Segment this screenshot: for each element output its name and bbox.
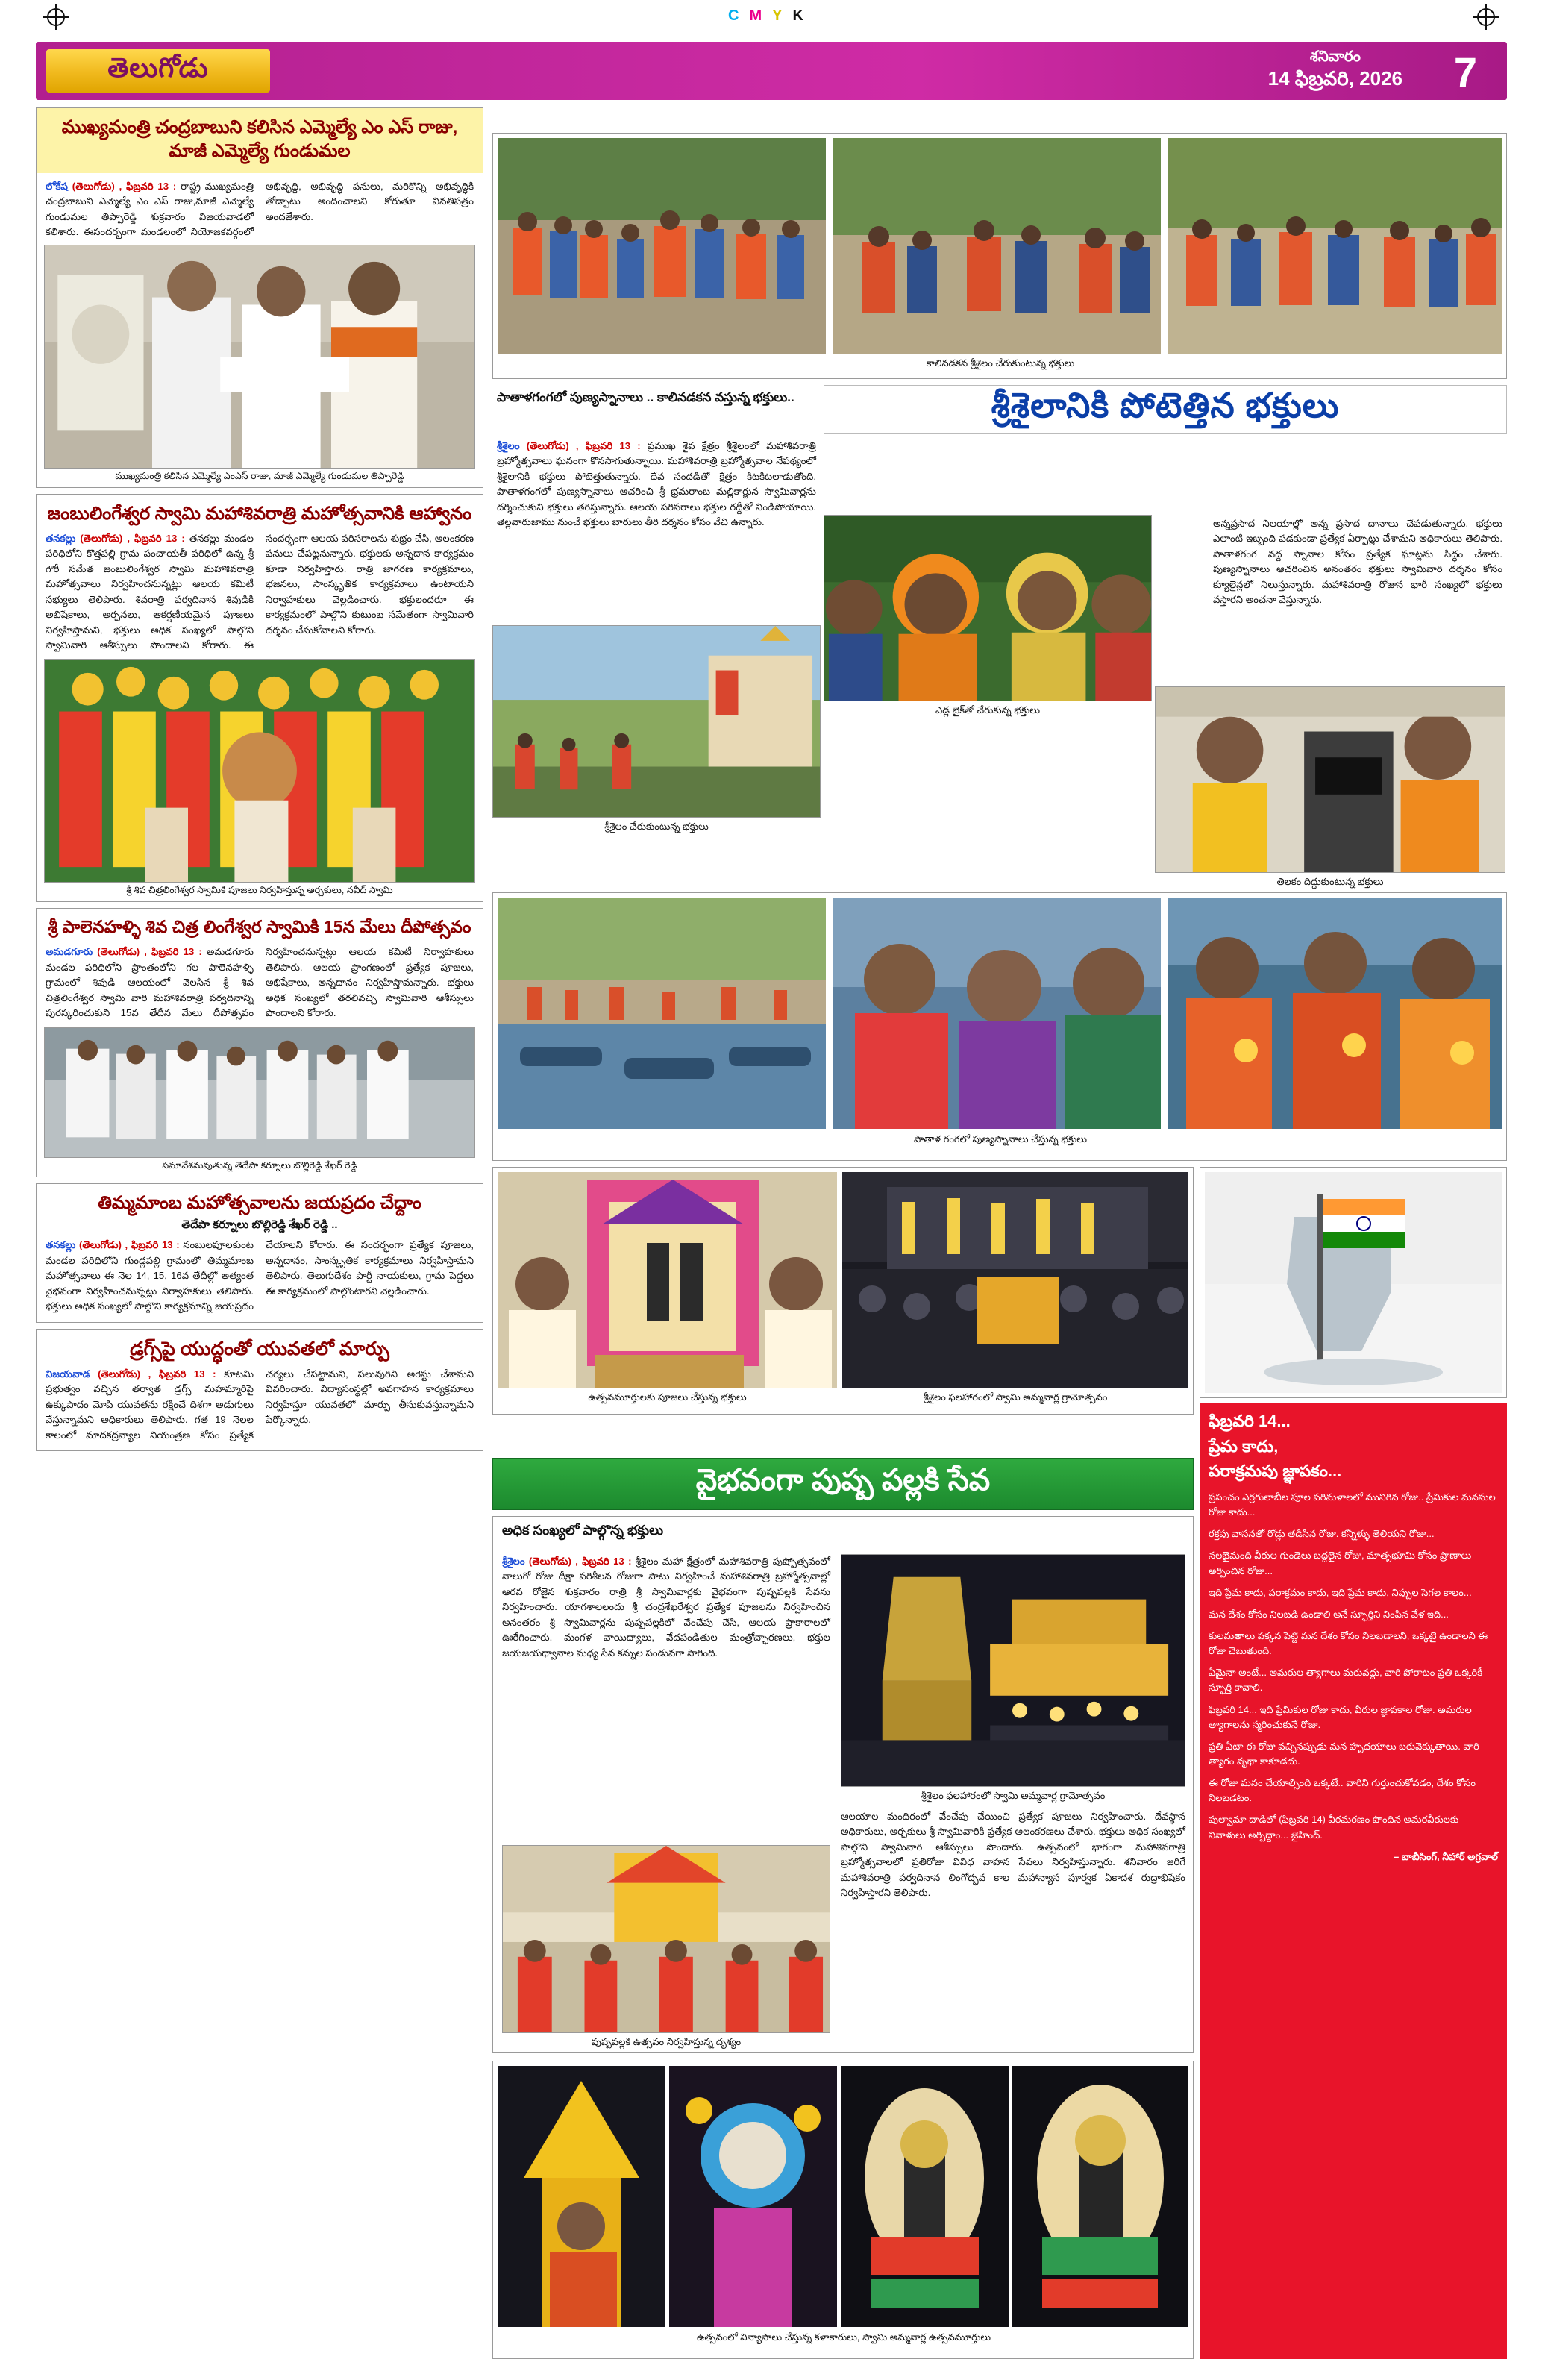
caption-devotees-bike: ఎడ్ల బైక్‌తో చేరుకున్న భక్తులు xyxy=(935,704,1041,715)
publication-logo xyxy=(46,49,270,93)
page-number: 7 xyxy=(1453,48,1477,95)
center-subheadline: పాతాళగంగలో పుణ్యస్నానాలు .. కాలినడకన వస్తున్న భక్తులు.. xyxy=(497,390,794,404)
photo-utsavamurti-left xyxy=(841,2066,1009,2327)
red-feature-para-9: ఈ రోజు మనం చేయాల్సింది ఒక్కటే.. వారిని గుర్తుంచుకోవడం, దేశం కోసం నిలబడటం. xyxy=(1209,1777,1476,1804)
dateline-paper: (తెలుగోడు) xyxy=(528,1556,571,1567)
dateline-place: తనకల్లు xyxy=(46,1239,76,1251)
pushpa-col1 xyxy=(502,1554,830,1661)
pushpa-col1-text: శ్రీశైలం మహా క్షేత్రంలో మహాశివరాత్రి పుష్పోత్సవంలో నాలుగో రోజు దీక్షా పరిశీలన రోజుగా పాటు నిర్వహించే మహాశివరాత్రి బ్రహ్మోత్సవాల్లో ఆరవ రోజైన శుక్రవారం రాత్రి శ్రీ స్వామివార్లకు వైభవంగా పుష్పపల్లకి సేవను నిర్వహించారు. యాగశాలలందు శ్రీ చంద్రశేఖరేశ్వర ప్రత్యేక పూజలను నిర్వహించిన అనంతరం శ్రీ స్వామివార్లను పుష్పపల్లకిలో వేంచేపు చేసి, ఆలయ ప్రాకారాలలో ఊరేగించారు. మంగళ వాయిద్యాలు, వేదపండితుల మంత్రోచ్ఛారణలు, భక్తుల జయజయధ్వానాల మధ్య సేవ కన్నుల పండువగా సాగింది. xyxy=(502,1556,830,1659)
dateline-date: , ఫిబ్రవరి 13 : xyxy=(148,1368,216,1380)
photo-performer-1 xyxy=(498,2066,665,2327)
red-feature-para-0: ప్రపంచం ఎర్రగులాబీల పూల పరిమళాలలో మునిగిన రోజు.. ప్రేమికుల మనసుల రోజు కాదు... xyxy=(1209,1491,1496,1518)
red-feature-para-7: ఫిబ్రవరి 14... ఇది ప్రేమికుల రోజు కాదు, వీరుల జ్ఞాపకాల రోజు. అమరుల త్యాగాలను స్మరించుకునే రోజు. xyxy=(1209,1703,1472,1730)
article-thimmamamba-subhead: తెదేపా కర్నూలు బొల్లిరెడ్డి శేఖర్ రెడ్డి .. xyxy=(181,1218,338,1231)
photo-tdp-meeting xyxy=(44,1027,475,1158)
red-feature-para-10: పుల్వామా దాడిలో (ఫిబ్రవరి 14) వీరమరణం పొందిన అమరవీరులకు నివాళులు అర్పిద్దాం... జైహింద్. xyxy=(1209,1814,1459,1841)
article-palenahalli-text: అమడగూరు మండల పరిధిలోని ప్రాంతంలోని గల పాలెనహళ్ళి గ్రామంలో శివుడి ఆలయంలో వెలసిన శ్రీ శివ చిత్రలింగేశ్వర స్వామి వారి మహాశివరాత్రి పర్వదినాన్ని పురస్కరించుకుని 15వ తేదీన మేలు దీపోత్సవం నిర్వహించనున్నట్లు ఆలయ కమిటీ నిర్వాహకులు తెలిపారు. ఆలయ ప్రాంగణంలో ప్రత్యేక పూజలు, అభిషేకాలు, అన్నదానం నిర్వహిస్తామన్నారు. భక్తులు అధిక సంఖ్యలో తరలివచ్చి స్వామివారి ఆశీస్సులు పొందాలని కోరారు. xyxy=(46,946,474,1019)
dateline-date: , ఫిబ్రవరి 13 : xyxy=(127,532,185,544)
photo-temple-gopuram-night xyxy=(841,1554,1185,1787)
center-main-headline: శ్రీశైలానికి పోటెత్తిన భక్తులు xyxy=(824,385,1507,434)
article-cm-meeting-text: రాష్ట్ర ముఖ్యమంత్రి చంద్రబాబుని ఎమ్మెల్యే ఎం ఎస్ రాజు,మాజీ ఎమ్మెల్యే గుండుమల తిప్పారెడ్డి శుక్రవారం విజయవాడలో కలిశారు. ఈసందర్భంగా మండలంలో నియోజకవర్గంలో అభివృద్ధి, అభివృద్ధి పనులు, మరికొన్ని అభివృద్ధికి తోడ్పాటు అందించాలని కోరుతూ వినతిపత్రం అందజేశారు. xyxy=(46,180,474,238)
dateline-paper: (తెలుగోడు) xyxy=(80,532,123,544)
photo-devotees-bike xyxy=(824,515,1152,701)
photo-temple-puja xyxy=(44,659,475,883)
article-cm-meeting-body xyxy=(46,179,474,240)
article-jambulingeswara-body xyxy=(46,531,474,654)
center-col3: అన్నప్రసాద నిలయాల్లో అన్న ప్రసాద దానాలు చేపడుతున్నారు. భక్తులు ఎలాంటి ఇబ్బంది పడకుండా ప్రత్యేక ఏర్పాట్లు చేశామని అధికారులు తెలిపారు. పాతాళగంగ వద్ద స్నానాల కోసం ప్రత్యేక ఘాట్లను సిద్ధం చేశారు. పుణ్యస్నానాలు ఆచరించిన అనంతరం భక్తులు స్వామివారి దర్శనం కోసం క్యూలైన్లలో నిలుస్తున్నారు. మహాశివరాత్రి రోజున భారీ సంఖ్యలో భక్తులు వస్తారని అంచనా వేస్తున్నారు. xyxy=(1213,518,1502,606)
registration-mark-right xyxy=(1473,4,1499,30)
dateline-date: , ఫిబ్రవరి 13 : xyxy=(575,440,641,451)
cmyk-y: Y xyxy=(772,7,793,24)
caption-tdp-meeting: సమావేశమవుతున్న తెదేపా కర్నూలు బొల్లిరెడ్డి శేఖర్ రెడ్డి xyxy=(162,1159,357,1171)
article-palenahalli-headline: శ్రీ పాలెనహళ్ళి శివ చిత్ర లింగేశ్వర స్వామికి 15న మేలు దీపోత్సవం xyxy=(48,917,471,937)
article-drugs-body xyxy=(46,1367,474,1443)
red-feature-line2: ప్రేమ కాదు, xyxy=(1209,1436,1279,1456)
photo-utsavamurti-puja xyxy=(498,1172,837,1388)
dateline-place: విజయవాడ xyxy=(46,1368,90,1380)
article-drugs xyxy=(36,1329,483,1452)
photo-utsavamurti-right xyxy=(1012,2066,1188,2327)
photo-pilgrims-walking-3 xyxy=(1168,138,1502,354)
red-feature-para-5: కులమతాలు పక్కన పెట్టి మన దేశం కోసం నిలబడాలని, ఒక్కటై ఉండాలని ఈ రోజు చెబుతుంది. xyxy=(1209,1630,1488,1657)
article-cm-meeting xyxy=(36,107,483,488)
photo-holy-bath xyxy=(1168,898,1502,1129)
red-feature-panel xyxy=(1200,1403,1507,2359)
photo-performer-2 xyxy=(669,2066,837,2327)
cmyk-m: M xyxy=(749,7,773,24)
article-drugs-text: కూటమి ప్రభుత్వం వచ్చిన తర్వాత డ్రగ్స్ మహమ్మారిపై ఉక్కుపాదం మోపి యువతను రక్షించే దిశగా అడుగులు వేస్తున్నామని అధికారులు తెలిపారు. గత 19 నెలల కాలంలో మాదకద్రవ్యాల నియంత్రణ కోసం ప్రత్యేక చర్యలు చేపట్టామని, పలువురిని అరెస్టు చేశామని వివరించారు. విద్యాసంస్థల్లో అవగాహన కార్యక్రమాలు నిర్వహిస్తూ యువతలో మార్పు తీసుకువస్తున్నామని పేర్కొన్నారు. xyxy=(46,1368,474,1441)
red-feature-para-8: ప్రతి ఏటా ఈ రోజు వచ్చినప్పుడు మన హృదయాలు బరువెక్కుతాయి. వారి త్యాగం వృథా కాకూడదు. xyxy=(1209,1740,1479,1767)
masthead-date xyxy=(1268,48,1402,91)
dateline-paper: (తెలుగోడు) xyxy=(78,1239,122,1251)
dateline-paper: (తెలుగోడు) xyxy=(526,440,569,451)
caption-tilakam: తిలకం దిద్దుకుంటున్న భక్తులు xyxy=(1276,876,1384,887)
article-jambulingeswara-text: తనకల్లు మండల పరిధిలోని కొత్తపల్లి గ్రామ పంచాయతీ పరిధిలో ఉన్న శ్రీ గౌరీ సమేత జంబులింగేశ్వర స్వామి మహాశివరాత్రి మహోత్సవాలు నిర్వహించనున్నట్లు ఆలయ కమిటీ సభ్యులు తెలిపారు. శివరాత్రి పర్వదినాన శివుడికి అభిషేకాలు, అర్చనలు, ఆకర్షణీయమైన పూజలు నిర్వహిస్తామని, భక్తులు అధిక సంఖ్యలో పాల్గొని స్వామివారి ఆశీస్సులు పొందాలని కోరారు. ఈ సందర్భంగా ఆలయ పరిసరాలను శుభ్రం చేసి, అలంకరణ పనులు చేపట్టనున్నారు. భక్తులకు అన్నదాన కార్యక్రమం కూడా నిర్వహిస్తారు. రాత్రి జాగరణ కార్యక్రమాలు, భజనలు, సాంస్కృతిక కార్యక్రమాలు ఉంటాయని నిర్వాహకులు వెల్లడించారు. భక్తులందరూ ఈ కార్యక్రమంలో పాల్గొని కుటుంబ సమేతంగా స్వామివారి దర్శనం చేసుకోవాలని కోరారు. xyxy=(46,532,474,651)
center-col1 xyxy=(492,437,821,532)
utsavamurti-photo-strip xyxy=(492,1167,1194,1415)
bottom-photo-strip xyxy=(492,2061,1194,2359)
article-jambulingeswara xyxy=(36,494,483,903)
top-photo-strip xyxy=(492,133,1507,379)
red-feature-para-6: ఏమైనా అంటే... అమరుల త్యాగాలు మరువద్దు, వారి పోరాటం ప్రతి ఒక్కరికీ స్ఫూర్తి కావాలి. xyxy=(1209,1667,1483,1694)
left-column xyxy=(36,107,483,1457)
photo-pushpa-pallaki xyxy=(502,1845,830,2033)
dateline-place: లోకేష xyxy=(46,180,68,192)
cmyk-strip xyxy=(728,7,814,25)
photo-flag-india-map xyxy=(1205,1172,1502,1393)
caption-gramotsavam-night: శ్రీశైలం ఫలహారంలో స్వామి అమ్మవార్ల గ్రామోత్సవం xyxy=(923,1391,1108,1403)
dateline-paper: (తెలుగోడు) xyxy=(97,946,140,958)
article-thimmamamba xyxy=(36,1183,483,1323)
red-feature-para-4: మన దేశం కోసం నిలబడి ఉండాలి అనే స్ఫూర్తిని నింపిన వేళ ఇది... xyxy=(1209,1608,1449,1620)
article-thimmamamba-body xyxy=(46,1238,474,1314)
registration-mark-left xyxy=(43,4,69,30)
caption-temple-gopuram-night: శ్రీశైలం ఫలహారంలో స్వామి అమ్మవార్ల గ్రామోత్సవం xyxy=(921,1790,1106,1801)
photo-gramotsavam-night xyxy=(842,1172,1188,1388)
pushpa-subhead: అధిక సంఖ్యలో పాల్గొన్న భక్తులు xyxy=(502,1523,664,1538)
registration-bar xyxy=(0,0,1542,34)
dateline-paper: (తెలుగోడు) xyxy=(72,180,115,192)
center-col1-text: ప్రముఖ శైవ క్షేత్రం శ్రీశైలంలో మహాశివరాత్రి బ్రహ్మోత్సవాలు ఘనంగా కొనసాగుతున్నాయి. మహాశివరాత్రి బ్రహ్మోత్సవాల నేపథ్యంలో శ్రీశైలానికి భక్తులు పోటెత్తుతున్నారు. దేవ సందడితో క్షేత్రం కిటకిటలాడుతోంది. పాతాళగంగలో పుణ్యస్నానాలు ఆచరించి శ్రీ భ్రమరాంబ మల్లికార్జున స్వామివార్లను దర్శించుకుని భక్తులు తరిస్తున్నారు. ఆలయ పరిసరాలు భక్తుల రద్దీతో నిండిపోయాయి. తెల్లవారుజాము నుంచే భక్తులు బారులు తీరి దర్శనం కోసం వేచి ఉన్నారు. xyxy=(497,440,816,528)
caption-cm-meeting: ముఖ్యమంత్రి కలిసిన ఎమ్మెల్యే ఎంఎస్ రాజు, మాజీ ఎమ్మెల్యే గుండుమల తిప్పారెడ్డి xyxy=(115,470,404,481)
pushpa-col2: ఆలయాల మందిరంలో వేంచేపు చేయించి ప్రత్యేక పూజలు నిర్వహించారు. దేవస్థాన అధికారులు, అర్చకులు శ్రీ స్వామివారికి ప్రత్యేక అలంకరణలు చేశారు. భక్తులు అధిక సంఖ్యలో పాల్గొని స్వామివారి ఆశీస్సులు పొందారు. ఉత్సవంలో భాగంగా మహాశివరాత్రి బ్రహ్మోత్సవాలలో ప్రతిరోజు వివిధ వాహన సేవలు నిర్వహిస్తున్నారు. శనివారం జరిగే మహాశివరాత్రి పర్వదినాన లింగోద్భవ కాల మహాన్యాస పూర్వక ఏకాదశ రుద్రాభిషేకం నిర్వహిస్తారని తెలిపారు. xyxy=(841,1811,1185,1899)
dateline-place: శ్రీశైలం xyxy=(497,440,520,451)
dateline-place: తనకల్లు xyxy=(46,532,76,544)
red-feature-signature: – బాబీసింగ్, నీహార్ అగ్రవాల్ xyxy=(1393,1850,1498,1862)
caption-pushpa-pallaki: పుష్పపల్లకి ఉత్సవం నిర్వహిస్తున్న దృశ్యం xyxy=(591,2036,742,2047)
caption-pilgrims-walking: కాలినడకన శ్రీశైలం చేరుకుంటున్న భక్తులు xyxy=(926,357,1075,369)
pushpa-article xyxy=(492,1516,1194,2053)
flag-photo-box xyxy=(1200,1167,1507,1398)
red-feature-line3: పరాక్రమపు జ్ఞాపకం... xyxy=(1209,1462,1342,1481)
date: 14 ఫిబ్రవరి, 2026 xyxy=(1267,67,1402,90)
red-feature-para-1: రక్తపు వాసనతో రోడ్లు తడిసిన రోజు. కన్నీళ్ళు తెలియని రోజు... xyxy=(1209,1528,1435,1540)
red-feature-title: ఫిబ్రవరి 14... xyxy=(1209,1412,1291,1430)
photo-women-praying xyxy=(833,898,1161,1129)
photo-patala-ganga-boats xyxy=(498,898,826,1129)
weekday: శనివారం xyxy=(1309,48,1361,65)
photo-pilgrims-walking-2 xyxy=(833,138,1161,354)
article-cm-meeting-headline-box xyxy=(37,108,483,173)
publication-name: తెలుగోడు xyxy=(107,51,209,83)
photo-cm-meeting xyxy=(44,245,475,469)
cmyk-k: K xyxy=(792,7,814,24)
caption-temple-puja: శ్రీ శివ చిత్రలింగేశ్వర స్వామికి పూజలు నిర్వహిస్తున్న అర్చకులు, నవీద్ స్వామి xyxy=(126,885,393,896)
caption-srisailam-reaching: శ్రీశైలం చేరుకుంటున్న భక్తులు xyxy=(604,821,709,832)
dateline-date: , ఫిబ్రవరి 13 : xyxy=(125,1239,180,1251)
article-thimmamamba-text: నంబులపూలకుంట మండల పరిధిలోని గుండ్లపల్లి గ్రామంలో తిమ్మమాంబ మహోత్సవాలు ఈ నెల 14, 15, 16వ తేదీల్లో అత్యంత వైభవంగా నిర్వహించనున్నట్లు నిర్వాహకులు తెలిపారు. భక్తులు అధిక సంఖ్యలో పాల్గొని కార్యక్రమాన్ని జయప్రదం చేయాలని కోరారు. ఈ సందర్భంగా ప్రత్యేక పూజలు, అన్నదానం, సాంస్కృతిక కార్యక్రమాలు నిర్వహిస్తామని తెలిపారు. తెలుగుదేశం పార్టీ నాయకులు, గ్రామ పెద్దలు ఈ కార్యక్రమంలో పాల్గొంటారని వెల్లడించారు. xyxy=(46,1239,474,1312)
river-photo-strip xyxy=(492,892,1507,1161)
dateline-date: , ఫిబ్రవరి 13 : xyxy=(144,946,202,958)
pushpa-headline: వైభవంగా పుష్ప పల్లకి సేవ xyxy=(492,1458,1194,1510)
dateline-paper: (తెలుగోడు) xyxy=(98,1368,141,1380)
red-feature-para-3: ఇది ప్రేమ కాదు, పరాక్రమం కాదు, ఇది ప్రేమ కాదు, నిప్పుల సెగల కాలం... xyxy=(1209,1586,1472,1598)
article-drugs-headline: డ్రగ్స్‌పై యుద్ధంతో యువతలో మార్పు xyxy=(130,1338,389,1359)
caption-utsavamurti-puja: ఉత్సవమూర్తులకు పూజలు చేస్తున్న భక్తులు xyxy=(588,1391,747,1403)
article-thimmamamba-headline: తిమ్మమాంబ మహోత్సవాలను జయప్రదం చేద్దాం xyxy=(98,1192,421,1213)
center-subheadline-box xyxy=(492,385,821,431)
article-palenahalli-body xyxy=(46,945,474,1021)
dateline-place: అమడగూరు xyxy=(46,946,93,958)
cmyk-c: C xyxy=(728,7,750,24)
red-feature-para-2: నలభైమంది వీరుల గుండెలు బద్దలైన రోజు, మాతృభూమి కోసం ప్రాణాలు అర్పించిన రోజు... xyxy=(1209,1550,1472,1576)
article-cm-meeting-headline: ముఖ్యమంత్రి చంద్రబాబుని కలిసిన ఎమ్మెల్యే ఎం ఎస్ రాజు, మాజీ ఎమ్మెల్యే గుండుమల xyxy=(61,117,458,162)
caption-holy-bath: పాతాళ గంగలో పుణ్యస్నానాలు చేస్తున్న భక్తులు xyxy=(913,1133,1087,1144)
article-jambulingeswara-headline: జంబులింగేశ్వర స్వామి మహాశివరాత్రి మహోత్సవానికి ఆహ్వానం xyxy=(47,503,472,524)
article-palenahalli xyxy=(36,908,483,1177)
masthead xyxy=(36,42,1507,100)
dateline-date: , ఫిబ్రవరి 13 : xyxy=(575,1556,632,1567)
caption-bottom-photos: ఉత్సవంలో విన్యాసాలు చేస్తున్న కళాకారులు, స్వామి అమ్మవార్ల ఉత్సవమూర్తులు xyxy=(696,2332,991,2343)
dateline-date: , ఫిబ్రవరి 13 : xyxy=(119,180,177,192)
dateline-place: శ్రీశైలం xyxy=(502,1556,525,1567)
photo-srisailam-reaching xyxy=(492,625,821,818)
photo-tilakam xyxy=(1155,686,1505,873)
photo-pilgrims-walking-1 xyxy=(498,138,826,354)
